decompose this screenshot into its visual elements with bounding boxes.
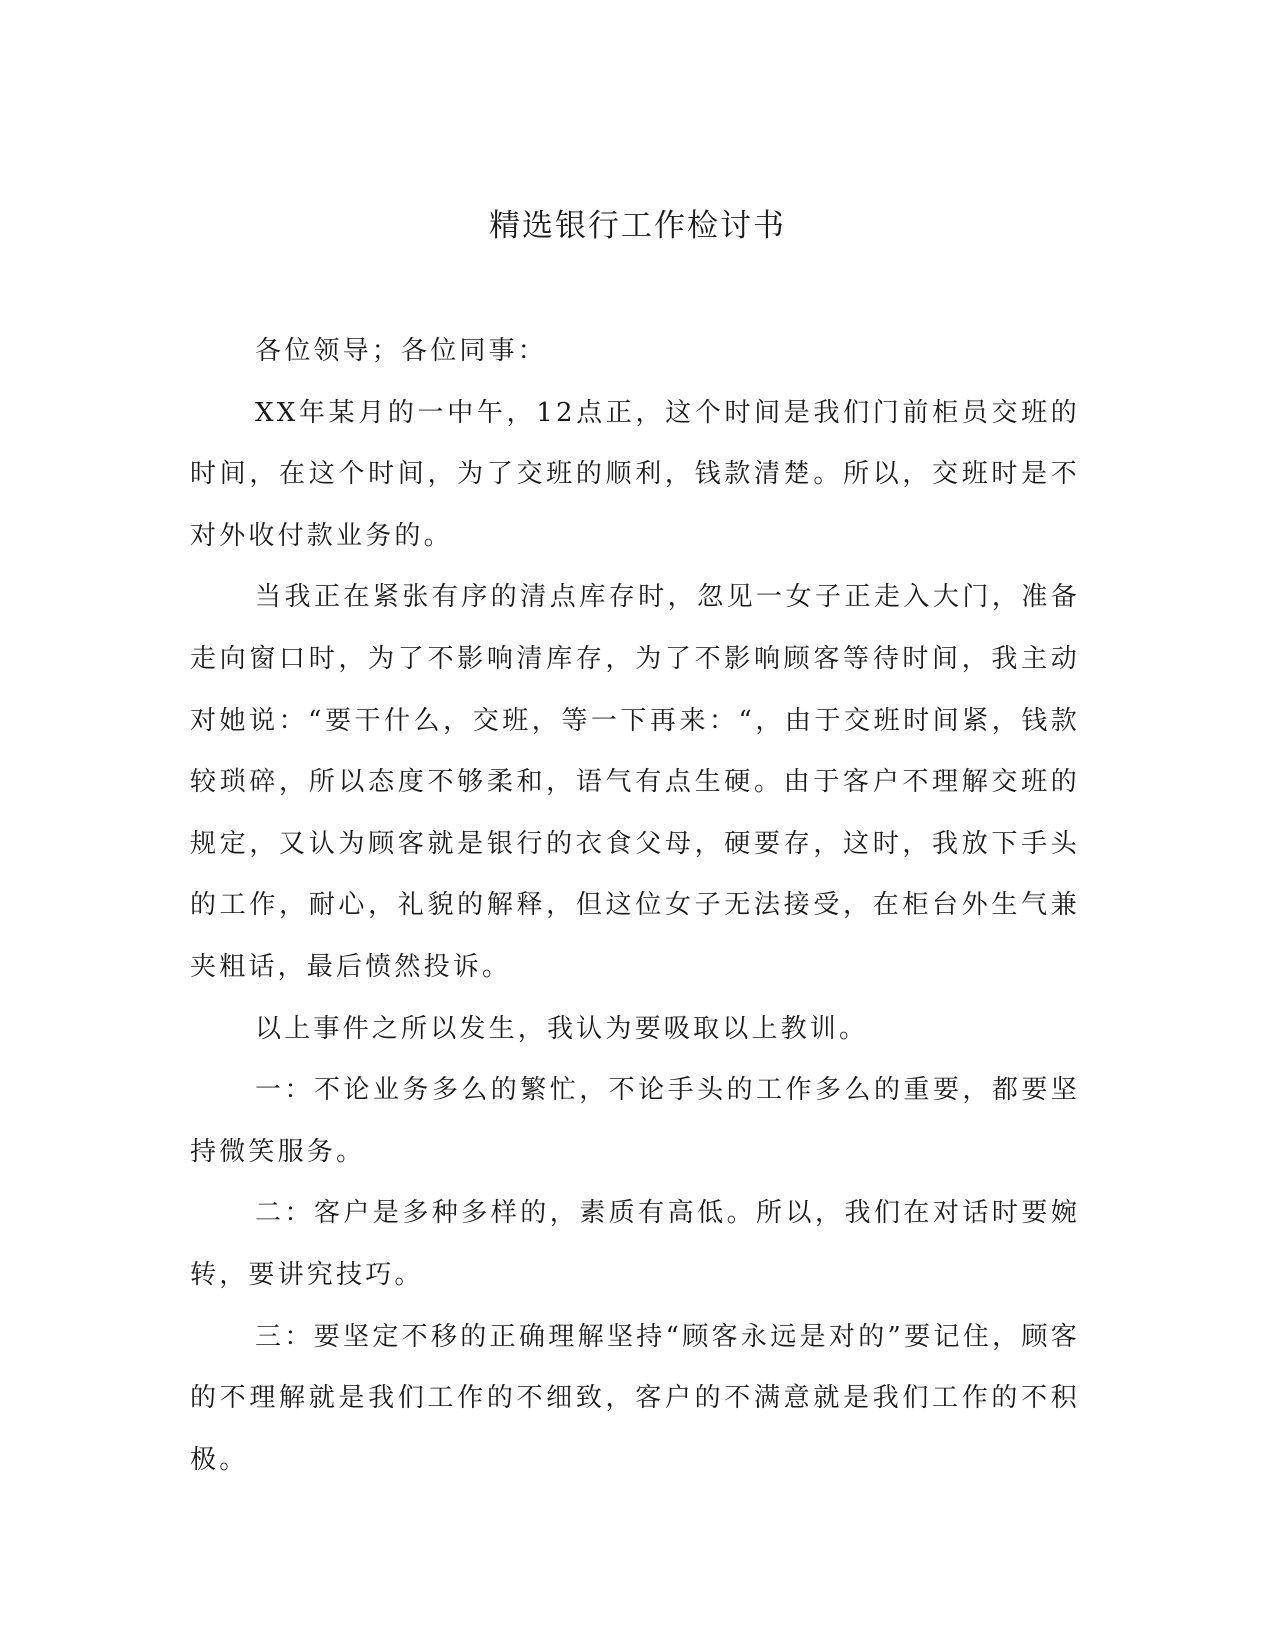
lesson-item-2: 二：客户是多种多样的，素质有高低。所以，我们在对话时要婉转，要讲究技巧。 <box>190 1198 1080 1290</box>
lesson-item-3: 三：要坚定不移的正确理解坚持“顾客永远是对的”要记住，顾客的不理解就是我们工作的不细致，客户的不满意就是我们工作的不积极。 <box>190 1321 1080 1475</box>
lesson-item-1: 一：不论业务多么的繁忙，不论手头的工作多么的重要，都要坚持微笑服务。 <box>190 1075 1080 1167</box>
document-body <box>190 321 1080 1491</box>
body-paragraph-lesson-intro: 以上事件之所以发生，我认为要吸取以上教训。 <box>255 1013 869 1044</box>
document-title: 精选银行工作检讨书 <box>489 208 786 244</box>
body-paragraph-incident: 当我正在紧张有序的清点库存时，忽见一女子正走入大门，准备走向窗口时，为了不影响清库存，为了不影响顾客等待时间，我主动对她说：“要干什么，交班，等一下再来：“，由于交班时间紧，钱款较琐碎，所以态度不够柔和，语气有点生硬。由于客户不理解交班的规定，又认为顾客就是银行的衣食父母，硬要存，这时，我放下手头的工作，耐心，礼貌的解释，但这位女子无法接受，在柜台外生气兼夹粗话，最后愤然投诉。 <box>190 582 1080 982</box>
salutation-paragraph: 各位领导；各位同事： <box>255 336 548 366</box>
body-paragraph-time: XX年某月的一中午，12点正，这个时间是我们门前柜员交班的时间，在这个时间，为了交班的顺利，钱款清楚。所以，交班时是不对外收付款业务的。 <box>190 397 1080 551</box>
